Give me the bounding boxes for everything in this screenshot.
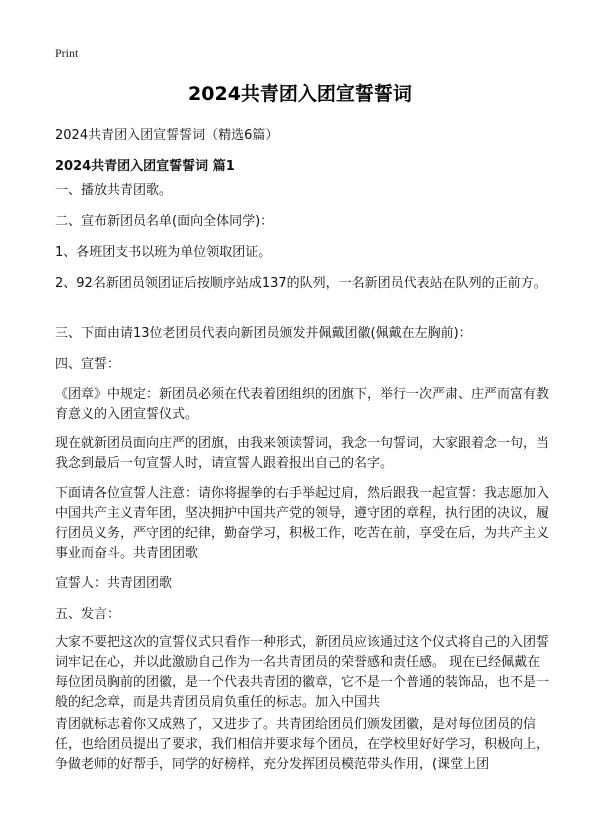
paragraph: 宣誓人：共青团团歌 [55, 576, 173, 591]
paragraph: 《团章》中规定：新团员必须在代表着团组织的团旗下，举行一次严肃、庄严而富有教育意义的入团宣誓仪式。 [55, 387, 550, 422]
paragraph: 三、下面由请13位老团员代表向新团员颁发并佩戴团徽(佩戴在左胸前)： [55, 326, 472, 341]
paragraph: 青团就标志着你又成熟了，又进步了。共青团给团员们颁发团徽，是对每位团员的信任，也给团员提出了要求，我们相信并要求每个团员，在学校里好好学习，积极向上，争做老师的好帮手，同学的好榜样，充分发挥团员模范带头作用，(课堂上团 [55, 717, 550, 772]
paragraph: 一、播放共青团歌。 [55, 183, 173, 198]
paragraph: 五、发言： [55, 607, 121, 622]
paragraph: 2、92名新团员领团证后按顺序站成137的队列，一名新团员代表站在队列的正前方。 [55, 276, 547, 291]
paragraph: 现在就新团员面向庄严的团旗，由我来领读誓词，我念一句誓词，大家跟着念一句，当我念到最后一句宣誓人时，请宣誓人跟着报出自己的名字。 [55, 436, 550, 471]
paragraph: 四、宣誓： [55, 357, 121, 372]
print-label: Print [55, 46, 79, 60]
paragraph: 1、各班团支书以班为单位领取团证。 [55, 245, 272, 260]
paragraph: 下面请各位宣誓人注意：请你将握拳的右手举起过肩，然后跟我一起宣誓：我志愿加入中国共产主义青年团，坚决拥护中国共产党的领导，遵守团的章程，执行团的决议，履行团员义务，严守团的纪律，勤奋学习，积极工作，吃苦在前，享受在后，为共产主义事业而奋斗。共青团团歌 [55, 486, 550, 561]
paragraph: 二、宣布新团员名单(面向全体同学)： [55, 214, 274, 229]
section-heading: 2024共青团入团宣誓誓词 篇1 [55, 159, 235, 174]
document-subtitle: 2024共青团入团宣誓誓词（精选6篇） [55, 128, 279, 143]
page-title: 2024共青团入团宣誓誓词 [188, 83, 412, 105]
paragraph: 大家不要把这次的宣誓仪式只看作一种形式，新团员应该通过这个仪式将自己的入团誓词牢记在心，并以此激励自己作为一名共青团员的荣誉感和责任感。 现在已经佩戴在每位团员胸前的团徽，是一个代表共青团的徽章，它不是一个普通的装饰品，也不是一般的纪念章，而是共青团员肩负重任的标志。加入中国共 [55, 635, 550, 710]
